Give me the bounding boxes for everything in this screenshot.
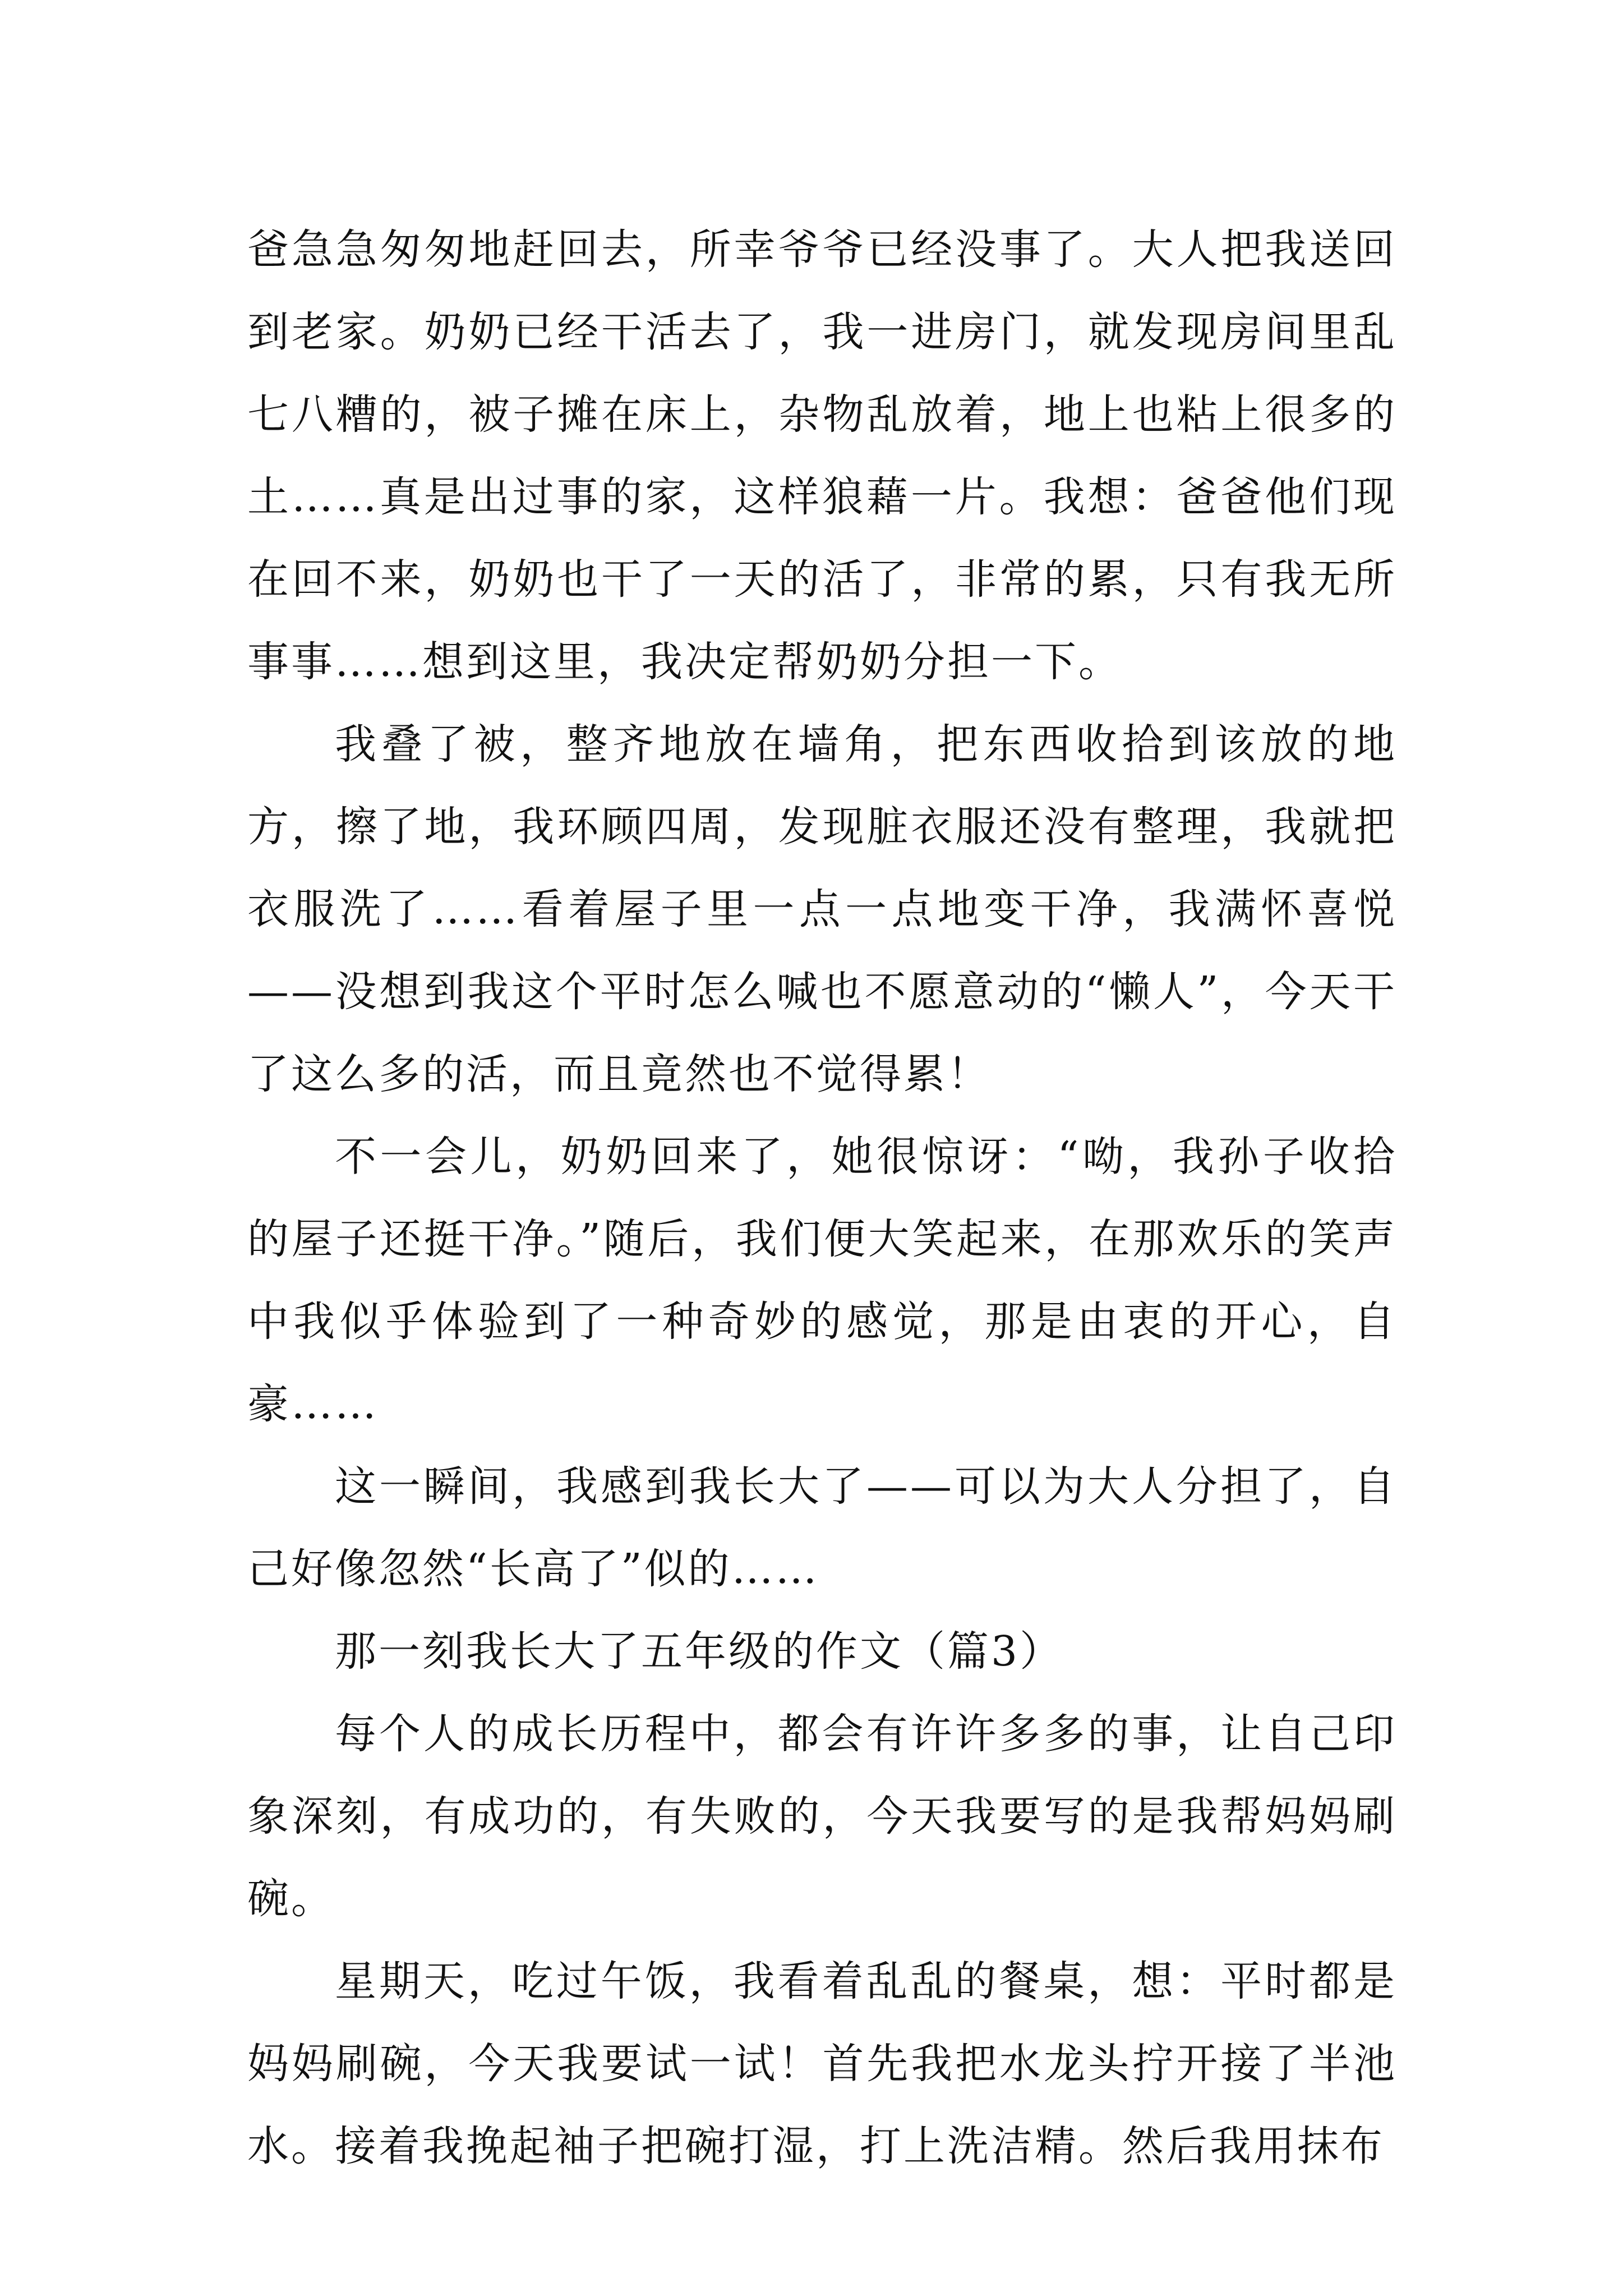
- paragraph: 我叠了被，整齐地放在墙角，把东西收拾到该放的地方，擦了地，我环顾四周，发现脏衣服还没有整理，我就把衣服洗了……看着屋子里一点一点地变干净，我满怀喜悦——没想到我这个平时怎么喊也不愿意动的“懒人”，今天干了这么多的活，而且竟然也不觉得累！: [247, 720, 1397, 1098]
- document-body: [247, 209, 1397, 2188]
- paragraph-continuation: 爸急急匆匆地赶回去，所幸爷爷已经没事了。大人把我送回到老家。奶奶已经干活去了，我一进房门，就发现房间里乱七八糟的，被子摊在床上，杂物乱放着，地上也粘上很多的土……真是出过事的家，这样狼藉一片。我想：爸爸他们现在回不来，奶奶也干了一天的活了，非常的累，只有我无所事事……想到这里，我决定帮奶奶分担一下。: [247, 226, 1397, 686]
- paragraph: 不一会儿，奶奶回来了，她很惊讶：“呦，我孙子收拾的屋子还挺干净。”随后，我们便大笑起来，在那欢乐的笑声中我似乎体验到了一种奇妙的感觉，那是由衷的开心，自豪……: [247, 1133, 1397, 1428]
- paragraph: 星期天，吃过午饭，我看着乱乱的餐桌，想：平时都是妈妈刷碗，今天我要试一试！首先我把水龙头拧开接了半池水。接着我挽起袖子把碗打湿，打上洗洁精。然后我用抹布: [247, 1957, 1397, 2170]
- paragraph: 每个人的成长历程中，都会有许许多多的事，让自己印象深刻，有成功的，有失败的，今天我要写的是我帮妈妈刷碗。: [247, 1710, 1397, 1923]
- paragraph: 这一瞬间，我感到我长大了——可以为大人分担了，自己好像忽然“长高了”似的……: [247, 1462, 1397, 1593]
- section-heading: 那一刻我长大了五年级的作文（篇3）: [335, 1627, 1064, 1676]
